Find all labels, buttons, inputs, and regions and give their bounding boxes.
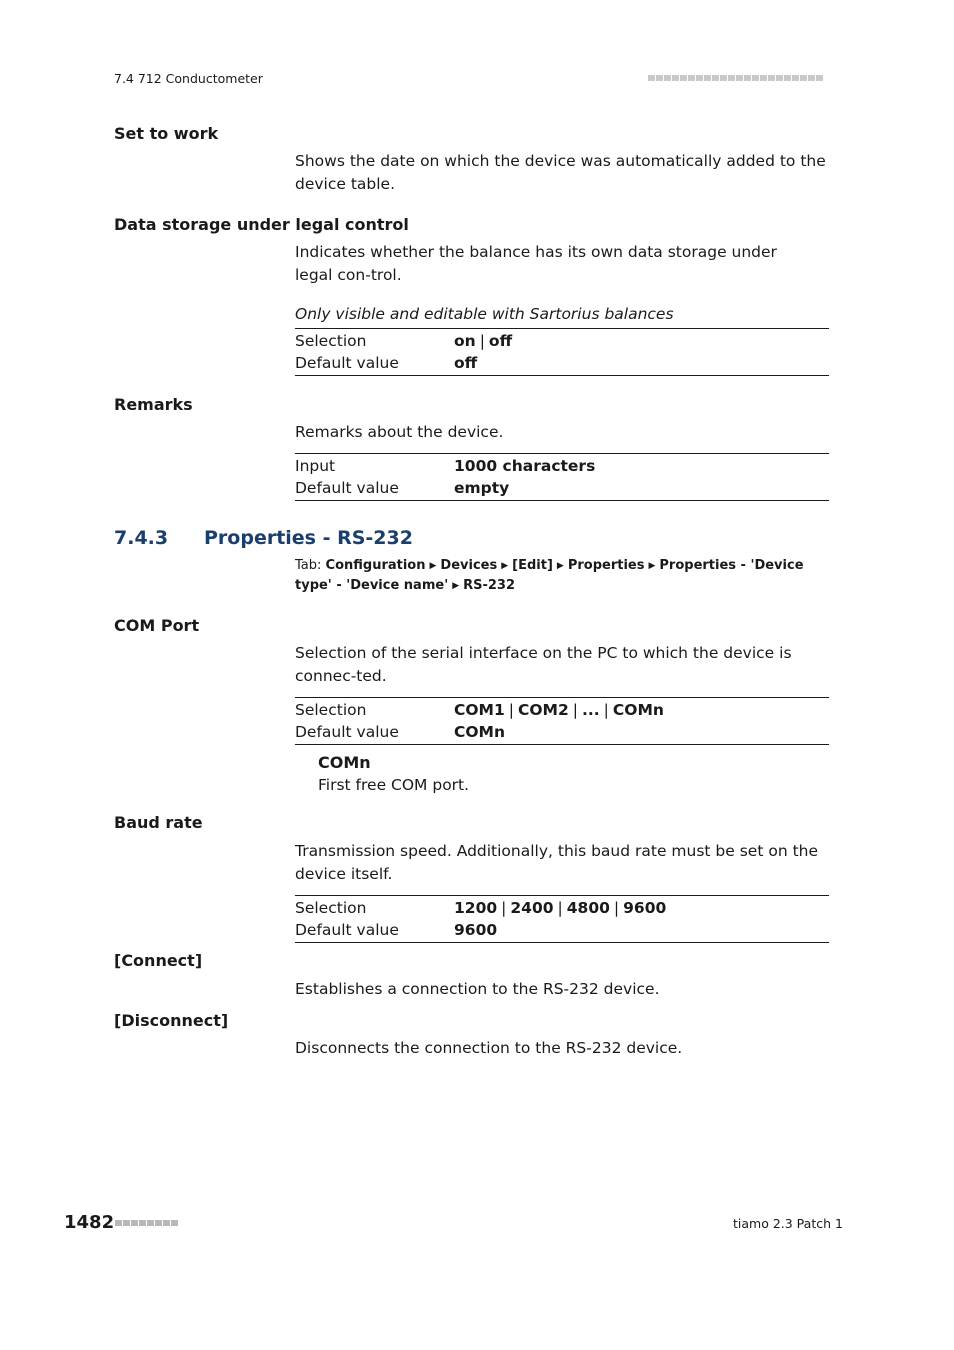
tab-path-item: Configuration	[325, 558, 426, 573]
com-port-table	[295, 697, 829, 745]
input-value: 1000 characters	[454, 457, 596, 475]
default-value: empty	[454, 479, 510, 497]
com-port-title: COM Port	[114, 616, 200, 635]
set-to-work-desc: Shows the date on which the device was automatically added to the device table.	[295, 152, 826, 193]
selection-option: off	[488, 332, 513, 350]
tab-path	[295, 556, 829, 596]
data-storage-note: Only visible and editable with Sartorius balances	[295, 305, 674, 323]
input-label: Input	[295, 457, 336, 475]
header-decoration	[648, 75, 823, 81]
data-storage-desc: Indicates whether the balance has its own data storage under legal con-trol.	[295, 243, 777, 284]
comn-desc: First free COM port.	[318, 776, 470, 794]
default-label: Default value	[295, 723, 399, 741]
selection-option: 1200	[454, 899, 498, 917]
section-title: Properties - RS-232	[204, 527, 413, 549]
page-number: 1482	[64, 1212, 115, 1233]
selection-values: COM1 | COM2 | ... | COMn	[454, 701, 664, 719]
selection-option: on	[454, 332, 476, 350]
selection-label: Selection	[295, 332, 367, 350]
selection-label: Selection	[295, 701, 367, 719]
selection-option: COM1	[454, 701, 505, 719]
disconnect-desc: Disconnects the connection to the RS-232 device.	[295, 1039, 683, 1057]
default-value: off	[454, 354, 478, 372]
disconnect-title: [Disconnect]	[114, 1011, 229, 1030]
default-value: COMn	[454, 723, 506, 741]
arrow-right-icon: ▶	[501, 561, 509, 571]
remarks-title: Remarks	[114, 395, 193, 414]
default-value: 9600	[454, 921, 498, 939]
arrow-right-icon: ▶	[452, 581, 460, 591]
arrow-right-icon: ▶	[429, 561, 437, 571]
tab-path-item: Properties	[567, 558, 645, 573]
selection-option: COM2	[518, 701, 569, 719]
remarks-table	[295, 453, 829, 501]
baud-rate-desc: Transmission speed. Additionally, this baud rate must be set on the device itself.	[295, 842, 819, 883]
running-header: 7.4 712 Conductometer	[114, 71, 263, 86]
default-row	[295, 352, 829, 374]
tab-path-item: Properties - 'Device type' - 'Device name'	[295, 558, 804, 593]
footer-product: tiamo 2.3 Patch 1	[733, 1216, 843, 1231]
default-label: Default value	[295, 479, 399, 497]
arrow-right-icon: ▶	[556, 561, 564, 571]
default-row	[295, 919, 829, 941]
input-row	[295, 455, 829, 477]
default-label: Default value	[295, 921, 399, 939]
tab-path-item: RS-232	[463, 578, 516, 593]
selection-values: 1200 | 2400 | 4800 | 9600	[454, 899, 667, 917]
tab-path-item: [Edit]	[512, 558, 553, 573]
tab-path-item: Devices	[440, 558, 498, 573]
selection-option: 9600	[623, 899, 667, 917]
selection-option: ...	[582, 701, 600, 719]
com-port-desc: Selection of the serial interface on the PC to which the device is connec-ted.	[295, 644, 792, 685]
selection-values: on | off	[454, 332, 513, 350]
default-label: Default value	[295, 354, 399, 372]
tab-prefix: Tab:	[295, 558, 322, 573]
selection-row	[295, 897, 829, 919]
set-to-work-title: Set to work	[114, 124, 219, 143]
arrow-right-icon: ▶	[648, 561, 656, 571]
footer-decoration	[115, 1220, 178, 1226]
default-row	[295, 477, 829, 499]
selection-row	[295, 699, 829, 721]
baud-rate-table	[295, 895, 829, 943]
selection-option: 2400	[510, 899, 554, 917]
connect-title: [Connect]	[114, 951, 203, 970]
selection-label: Selection	[295, 899, 367, 917]
comn-title: COMn	[318, 753, 371, 772]
selection-option: 4800	[566, 899, 610, 917]
selection-option: COMn	[612, 701, 664, 719]
remarks-desc: Remarks about the device.	[295, 423, 504, 441]
data-storage-title: Data storage under legal control	[114, 215, 409, 234]
selection-row	[295, 330, 829, 352]
default-row	[295, 721, 829, 743]
section-number: 7.4.3	[114, 527, 169, 549]
connect-desc: Establishes a connection to the RS-232 device.	[295, 980, 660, 998]
data-storage-table	[295, 328, 829, 376]
baud-rate-title: Baud rate	[114, 813, 203, 832]
